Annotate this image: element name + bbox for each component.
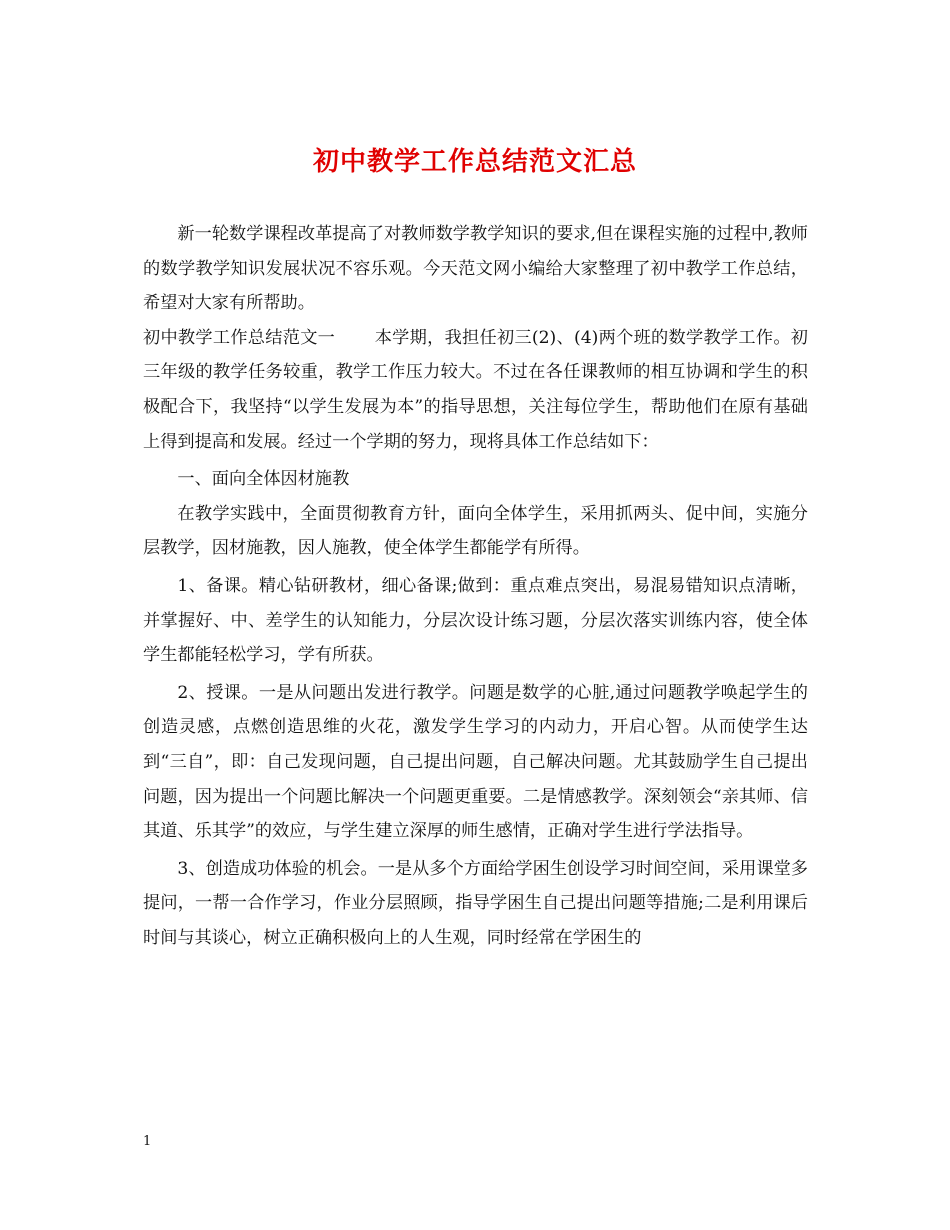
paragraph-2: 1、备课。精心钻研教材，细心备课;做到：重点难点突出，易混易错知识点清晰，并掌握好、中、差学生的认知能力，分层次设计练习题，分层次落实训练内容，使全体学生都能轻松学习，学有所获。 [143,575,808,666]
section-text: 本学期，我担任初三(2)、(4)两个班的数学教学工作。初三年级的教学任务较重，教学工作压力较大。不过在各任课教师的相互协调和学生的积极配合下，我坚持“以学生发展为本”的指导思想，关注每位学生，帮助他们在原有基础上得到提高和发展。经过一个学期的努力，现将具体工作总结如下： [143,327,808,452]
paragraph-3: 2、授课。一是从问题出发进行教学。问题是数学的心脏,通过问题教学唤起学生的创造灵感，点燃创造思维的火花，激发学生学习的内动力，开启心智。从而使学生达到“三自”，即：自己发现问题，自己提出问题，自己解决问题。尤其鼓励学生自己提出问题，因为提出一个问题比解决一个问题更重要。二是情感教学。深刻领会“亲其师、信其道、乐其学”的效应，与学生建立深厚的师生感情，正确对学生进行学法指导。 [143,682,808,842]
paragraph-4: 3、创造成功体验的机会。一是从多个方面给学困生创设学习时间空间，采用课堂多提问，一帮一合作学习，作业分层照顾，指导学困生自己提出问题等措施;二是利用课后时间与其谈心，树立正确积极向上的人生观，同时经常在学困生的 [143,858,808,948]
page-number: 1 [143,1134,152,1149]
section-paragraph [143,321,808,459]
section-heading: 一、面向全体因材施教 [177,469,350,490]
section-label: 初中教学工作总结范文一 [143,327,336,348]
paragraph-1: 在教学实践中，全面贯彻教育方针，面向全体学生，采用抓两头、促中间，实施分层教学，因材施教，因人施教，使全体学生都能学有所得。 [143,503,808,559]
intro-paragraph: 新一轮数学课程改革提高了对教师数学教学知识的要求,但在课程实施的过程中,教师的数学教学知识发展状况不容乐观。今天范文网小编给大家整理了初中教学工作总结，希望对大家有所帮助。 [143,224,808,314]
document-body [143,217,808,955]
document-title: 初中教学工作总结范文汇总 [312,147,637,177]
